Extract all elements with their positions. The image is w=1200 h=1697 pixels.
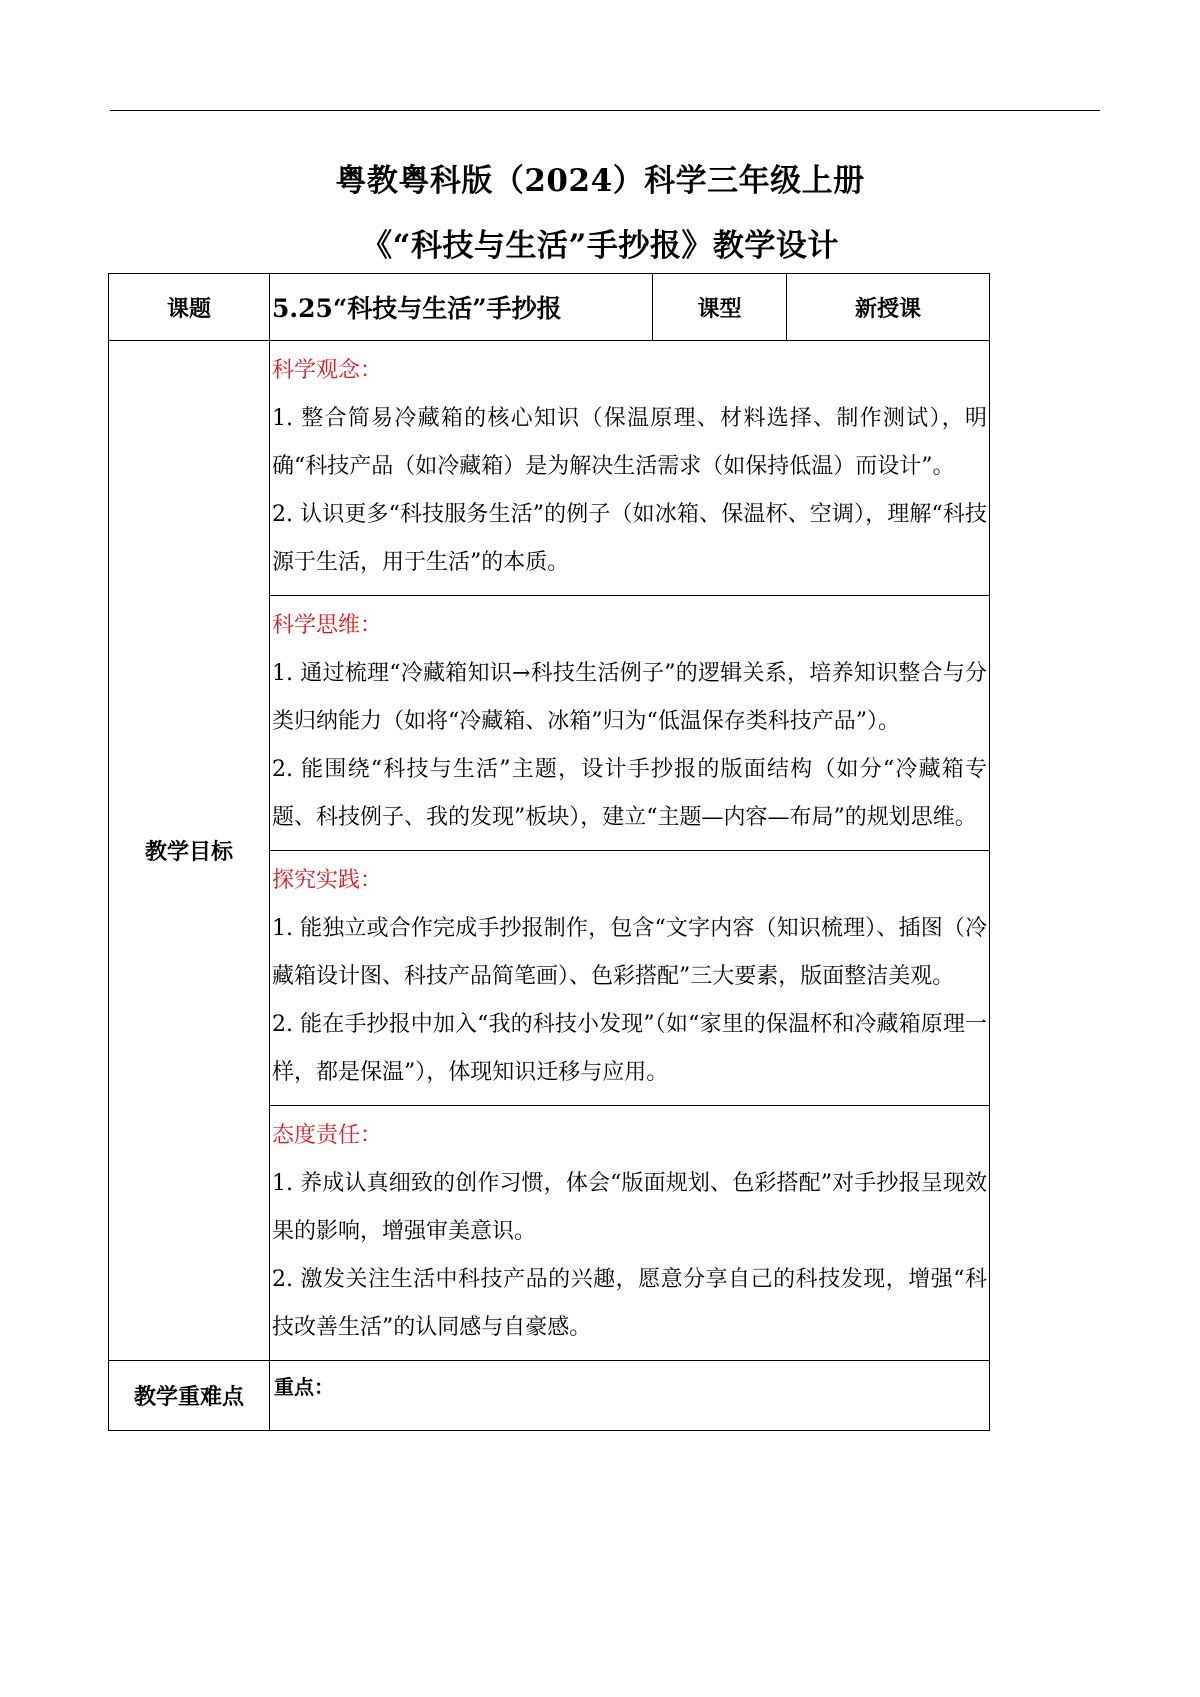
section-paragraph: 2. 认识更多“科技服务生活”的例子（如冰箱、保温杯、空调），理解“科技源于生活，用于生活”的本质。: [272, 502, 987, 575]
type-value: 新授课: [787, 274, 990, 341]
objective-section: [270, 851, 990, 1106]
section-paragraph: 1. 能独立或合作完成手抄报制作，包含“文字内容（知识梳理）、插图（冷藏箱设计图、科技产品简笔画）、色彩搭配”三大要素，版面整洁美观。: [272, 916, 987, 989]
key-points-row: [109, 1361, 990, 1431]
topic-value: 5.25“科技与生活”手抄报: [270, 274, 653, 341]
topic-label: 课题: [109, 274, 270, 341]
section-paragraph: 2. 能在手抄报中加入“我的科技小发现”（如“家里的保温杯和冷藏箱原理一样，都是保温”），体现知识迁移与应用。: [272, 1012, 987, 1085]
objective-section: [270, 1106, 990, 1361]
section-title: 态度责任：: [272, 1123, 383, 1148]
key-points-value: 重点：: [270, 1361, 990, 1431]
section-title: 科学观念：: [272, 358, 383, 383]
objective-section: [270, 341, 990, 596]
section-title: 科学思维：: [272, 613, 383, 638]
section-paragraph: 1. 整合简易冷藏箱的核心知识（保温原理、材料选择、制作测试），明确“科技产品（如冷藏箱）是为解决生活需求（如保持低温）而设计”。: [272, 406, 987, 479]
objectives-label: 教学目标: [109, 341, 270, 1361]
header-rule: [110, 110, 1100, 111]
document-subtitle: 《“科技与生活”手抄报》教学设计: [361, 228, 839, 264]
document-title: 粤教粤科版（2024）科学三年级上册: [335, 163, 865, 199]
lesson-plan-table: [108, 273, 990, 1431]
section-paragraph: 1. 养成认真细致的创作习惯，体会“版面规划、色彩搭配”对手抄报呈现效果的影响，增强审美意识。: [272, 1171, 987, 1244]
section-paragraph: 1. 通过梳理“冷藏箱知识→科技生活例子”的逻辑关系，培养知识整合与分类归纳能力（如将“冷藏箱、冰箱”归为“低温保存类科技产品”）。: [272, 661, 987, 734]
objective-row-1: [109, 341, 990, 596]
section-paragraph: 2. 能围绕“科技与生活”主题，设计手抄报的版面结构（如分“冷藏箱专题、科技例子、我的发现”板块），建立“主题—内容—布局”的规划思维。: [272, 757, 987, 830]
key-points-label: 教学重难点: [109, 1361, 270, 1431]
section-paragraph: 2. 激发关注生活中科技产品的兴趣，愿意分享自己的科技发现，增强“科技改善生活”的认同感与自豪感。: [272, 1267, 987, 1340]
section-title: 探究实践：: [272, 868, 383, 893]
objective-section: [270, 596, 990, 851]
type-label: 课型: [653, 274, 787, 341]
topic-row: [109, 274, 990, 341]
